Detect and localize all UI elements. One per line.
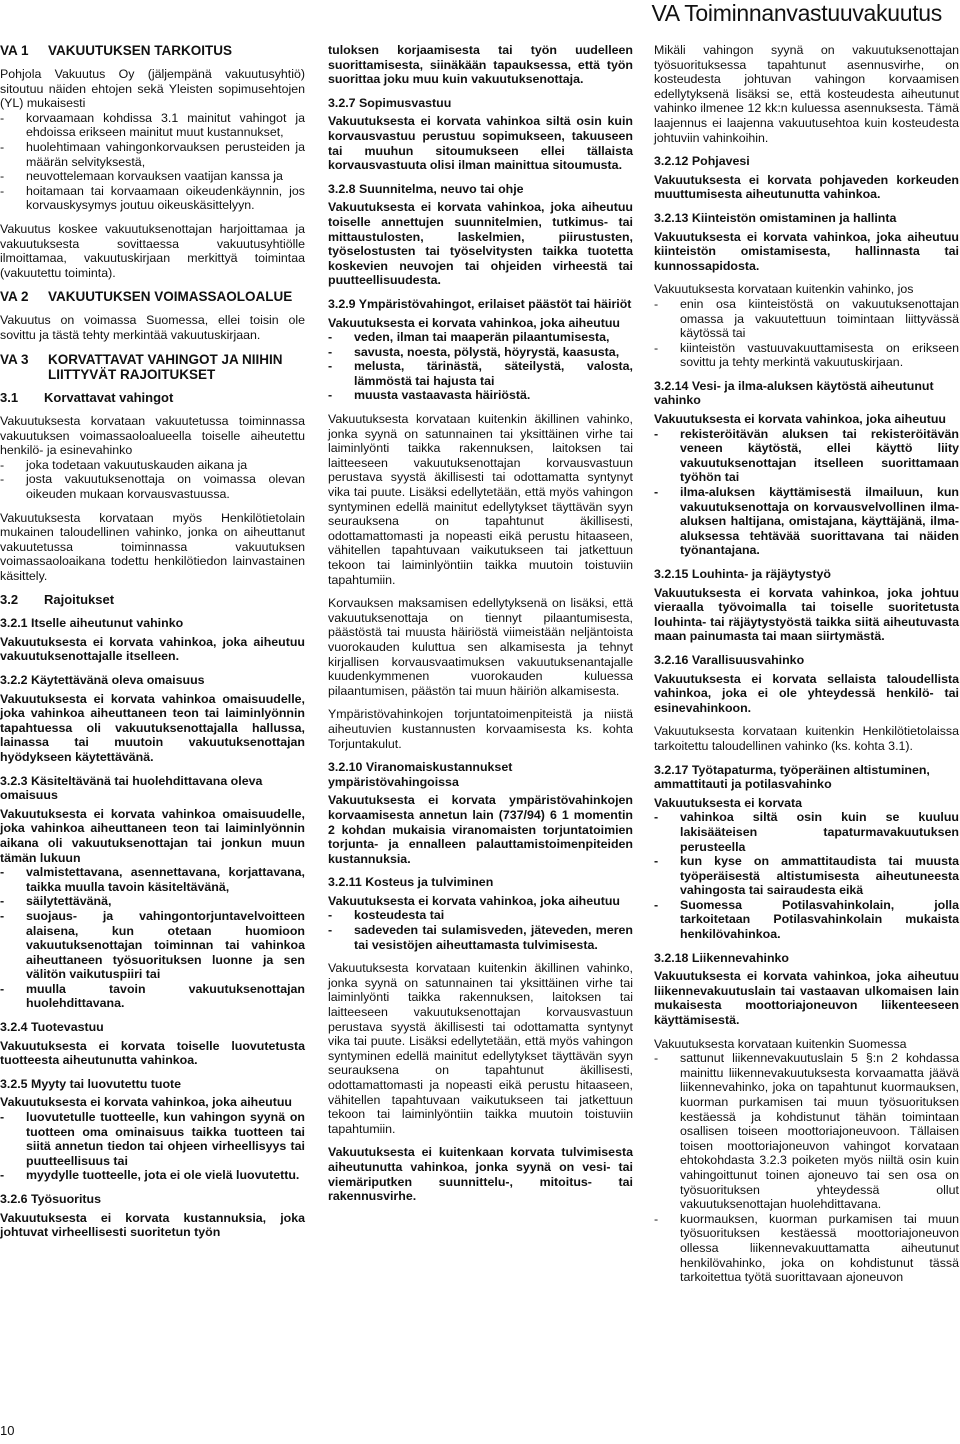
list-item: - myydylle tuotteelle, jota ei ole vielä luovutettu. [0, 1168, 305, 1183]
subsection-heading-3-2-3: 3.2.3 Käsiteltävänä tai huolehdittavana oleva omaisuus [0, 773, 263, 803]
dash-list [328, 908, 633, 952]
list-item: - josta vakuutuksenottaja on voimassa olevan oikeuden mukaan korvausvastuussa. [0, 472, 305, 501]
paragraph: Vakuutus on voimassa Suomessa, ellei toisin ole sovittu ja tästä tehty merkintää vakuutuskirjaan. [0, 313, 305, 342]
list-item: - muusta vastaavasta häiriöstä. [328, 388, 633, 403]
subsection-heading-3-2-10: 3.2.10 Viranomaiskustannukset ympäristövahingoissa [328, 760, 513, 789]
paragraph: Vakuutuksesta korvataan kuitenkin Suomessa [654, 1036, 907, 1051]
subsection-heading-3-2-2: 3.2.2 Käytettävänä oleva omaisuus [0, 673, 205, 687]
dash-list [328, 330, 633, 403]
subsection-heading-3-2: 3.2 Rajoitukset [0, 591, 115, 607]
paragraph: Ympäristövahinkojen torjuntatoimenpiteistä ja niistä aiheutuvien kustannusten korvaamisesta ks. kohta Torjuntakulut. [328, 707, 633, 751]
dash-list [0, 458, 305, 502]
list-item: - Suomessa Potilasvahinkolain, jolla tarkoitetaan Potilasvahinkolain mukaista henkilövahinkoa. [654, 898, 959, 942]
paragraph: Vakuutuksesta ei korvata vahinkoa, joka aiheutuu toiselle annettujen suunnitelmien, tutkimus- tai mittaustulosten, laskelmien, piirustusten, työselostusten tai työselvitysten taikka tuotetta koskevien neuvojen tai ohjeiden virheestä tai puutteellisuudesta. [328, 200, 633, 288]
subsection-heading-3-2-18: 3.2.18 Liikennevahinko [654, 950, 789, 965]
paragraph: Vakuutuksesta ei korvata [654, 795, 803, 810]
list-item: - neuvottelemaan korvauksen vaatijan kanssa ja [0, 169, 305, 184]
paragraph: Vakuutuksesta korvataan myös Henkilötietolain mukainen taloudellinen vahinko, jonka on aiheuttanut vakuutetussa toiminnassa vakuutuksen voimassaoloaikana todettu henkilötiedon lainvastainen käsittely. [0, 510, 305, 584]
list-item: - rekisteröitävän aluksen tai rekisteröitävän veneen käytöstä, ellei käyttö liity vakuutuksenottajan itselleen suorittamaan työhön tai [654, 427, 959, 485]
subsection-heading-3-2-16: 3.2.16 Varallisuusvahinko [654, 652, 805, 667]
list-item: - valmistettavana, asennettavana, korjattavana, taikka muulla tavoin käsiteltävänä, [0, 865, 305, 894]
subsection-heading-3-2-5: 3.2.5 Myyty tai luovutettu tuote [0, 1076, 182, 1091]
paragraph: Vakuutuksesta korvataan kuitenkin äkillinen vahinko, jonka syynä on satunnainen tai yksittäinen virhe tai laiminlyönti taikka rakennuksen, laitoksen tai laitteeseen vakuutuksenottajan korvausvastuun perustava syystä äkillisesti tai odottamatta syntynyt vika tai puute. Lisäksi edellytetään, että myös vahingon syntyminen edellä mainitut edellytykset täyttävän syyn seurauksena on tapahtunut äkillisesti, odottamattomasti ja nopeasti eikä perustu hitaaseen, vähitellen tapahtuvaan vaikutukseen tai jatkettuun tekoon tai laiminlyöntiin taikka muutoin toistuviin tapahtumiin. [328, 412, 633, 587]
paragraph: Vakuutuksesta korvataan kuitenkin vahinko, jos [654, 282, 914, 297]
list-item: - sattunut liikennevakuutuslain 5 §:n 2 kohdassa mainittu liikennevakuutuksesta korvaamatta jäävä liikennevahinko, joka on tapahtunut kuormauksen, kuorman purkamisen tai muun työsuorituksen kestäessä ja kohdistunut tähän toimintaan osallisen toiseen moottoriajoneuvoon. Tällaisen toisen moottoriajoneuvon vahingot korvataan ehtokohdasta 3.2.3 poiketen myös niiltä osin kuin vahingoittunut toinen ajoneuvo tai sen osa on työsuorituksen yhteydessä ollut vakuutuksenottajan huolehdittavana. [654, 1051, 959, 1212]
subsection-heading-3-2-15: 3.2.15 Louhinta- ja räjäytystyö [654, 567, 831, 581]
paragraph: Vakuutuksesta ei korvata vahinkoa, joka aiheutuu vakuutuksenottajalle itselleen. [0, 634, 305, 664]
page-number: 10 [0, 1423, 15, 1438]
paragraph: Vakuutuksesta ei korvata vahinkoa, joka aiheutuu [654, 412, 946, 427]
subsection-heading-3-2-4: 3.2.4 Tuotevastuu [0, 1020, 104, 1035]
section-heading-va2: VA 2 VAKUUTUKSEN VOIMASSAOLOALUE [0, 289, 293, 305]
list-item: - huolehtimaan vahingonkorvauksen perusteiden ja määrän selvityksestä, [0, 140, 305, 169]
section-heading-va1: VA 1 VAKUUTUKSEN TARKOITUS [0, 43, 232, 58]
paragraph: Vakuutuksesta ei korvata vahinkoa omaisuudelle, joka vahinkoa aiheuttaneen teon tai laiminlyönnin aikana oli vakuutuksenottajan tai jonkun muun tämän lukuun [0, 806, 305, 865]
paragraph: Vakuutuksesta ei korvata vahinkoa, joka aiheutuu [0, 1095, 292, 1110]
dash-list [654, 297, 959, 370]
list-item: - savusta, noesta, pölystä, höyrystä, kaasusta, [328, 345, 633, 360]
list-item: - säilytettävänä, [0, 894, 305, 909]
list-item: - ilma-aluksen käyttämisestä ilmailuun, kun vakuutuksenottaja on korvausvelvollinen ilma-aluksen haltijana, omistajana, käyttäjänä, ilma-aluksessa tehtävää suorittavana tai näiden työnantajana. [654, 485, 959, 558]
column-3 [654, 43, 959, 1294]
paragraph: tuloksen korjaamisesta tai työn uudelleen suorittamisesta, siinäkään tapauksessa, että työn suorittaa joku muu kuin vakuutuksenottaja. [328, 43, 633, 87]
subsection-heading-3-2-9: 3.2.9 Ympäristövahingot, erilaiset päästöt tai häiriöt [328, 296, 632, 311]
paragraph: Vakuutuksesta ei korvata toiselle luovutetusta tuotteesta aiheutunutta vahinkoa. [0, 1038, 305, 1068]
paragraph: Vakuutuksesta ei kuitenkaan korvata tulvimisesta aiheutunutta vahinkoa, jonka syynä on vesi- tai viemäriputken suunnittelu-, mitoitus- tai rakennusvirhe. [328, 1145, 633, 1204]
list-item: - vahinkoa siltä osin kuin se kuuluu lakisääteisen tapaturmavakuutuksen perusteella [654, 810, 959, 854]
subsection-heading-3-2-17: 3.2.17 Työtapaturma, työperäinen altistuminen, ammattitauti ja potilasvahinko [654, 762, 930, 792]
paragraph: Pohjola Vakuutus Oy (jäljempänä vakuutusyhtiö) sitoutuu näiden ehtojen sekä Yleisten sopimusehtojen (YL) mukaisesti [0, 67, 305, 111]
dash-list [654, 427, 959, 558]
list-item: - sadeveden tai sulamisveden, jäteveden, meren tai vesistöjen aiheuttamasta tulvimisesta. [328, 923, 633, 952]
paragraph: Vakuutuksesta korvataan kuitenkin Henkilötietolaissa tarkoitettu taloudellinen vahinko (ks. kohta 3.1). [654, 724, 959, 753]
list-item: - kosteudesta tai [328, 908, 633, 923]
paragraph: Vakuutuksesta ei korvata sellaista taloudellista vahinkoa, joka ei ole yhteydessä henkilö- tai esinevahinkoon. [654, 671, 959, 715]
list-item: - korvaamaan kohdissa 3.1 mainitut vahingot ja ehdoissa erikseen mainitut muut kustannukset, [0, 111, 305, 140]
paragraph: Vakuutuksesta ei korvata vahinkoa omaisuudelle, joka vahinkoa aiheuttaneen teon tai laiminlyönnin tapahtuessa oli vakuutuksenottajalla hallussa, lainassa tai muutoin vakuutuksenottajan hyödykseen käytettävänä. [0, 691, 305, 764]
paragraph: Vakuutuksesta ei korvata vahinkoa siltä osin kuin korvausvastuu perustuu sopimukseen, takuuseen tai muuhun sitoumukseen ellei tällaista korvausvastuuta olisi ilman mainittua sitoumusta. [328, 114, 633, 173]
list-item: - kuormauksen, kuorman purkamisen tai muun työsuorituksen kestäessä moottoriajoneuvon ollessa liikennevakuuttamatta aiheutunut henkilövahinko, joka on kohdistunut tässä tarkoitettua työtä suorittavaan ajoneuvon [654, 1212, 959, 1285]
list-item: - enin osa kiinteistöstä on vakuutuksenottajan omassa ja vakuutettuun toimintaan liittyvässä käytössä tai [654, 297, 959, 341]
paragraph: Vakuutuksesta ei korvata vahinkoa, joka aiheutuu kiinteistön omistamisesta, hallinnasta tai kunnossapidosta. [654, 229, 959, 273]
subsection-heading-3-2-13: 3.2.13 Kiinteistön omistaminen ja hallinta [654, 210, 897, 225]
subsection-heading-3-2-12: 3.2.12 Pohjavesi [654, 154, 750, 169]
paragraph: Vakuutuksesta ei korvata vahinkoa, joka aiheutuu liikennevakuutuslain tai vastaavan ulkomaisen lain mukaisesta moottoriajoneuvon liikenteeseen käyttämisestä. [654, 969, 959, 1028]
page-header-title: VA Toiminnanvastuuvakuutus [651, 0, 942, 26]
subsection-heading-3-2-6: 3.2.6 Työsuoritus [0, 1192, 101, 1206]
paragraph: Vakuutuksesta ei korvata pohjaveden korkeuden muuttumisesta aiheutunutta vahinkoa. [654, 172, 959, 202]
paragraph: Vakuutuksesta ei korvata ympäristövahinkojen korvaamisesta annetun lain (737/94) 6 1 momentin 2 kohdan mukaisia viranomaisten torjuntatoimien torjunta- ja ennalleen palauttamistoimenpiteiden kustannuksia. [328, 793, 633, 866]
list-item: - hoitamaan tai korvaamaan oikeudenkäynnin, jos korvauskysymys joutuu oikeuskäsittelyyn. [0, 184, 305, 213]
subsection-heading-3-2-8: 3.2.8 Suunnitelma, neuvo tai ohje [328, 181, 524, 196]
subsection-heading-3-2-14: 3.2.14 Vesi- ja ilma-aluksen käytöstä aiheutunut vahinko [654, 378, 934, 408]
section-heading-va3: VA 3 KORVATTAVAT VAHINGOT JA NIIHIN LIITTYVÄT RAJOITUKSET [0, 351, 283, 382]
dash-list [0, 865, 305, 1011]
dash-list [0, 1110, 305, 1183]
list-item: - veden, ilman tai maaperän pilaantumisesta, [328, 330, 633, 345]
list-item: - suojaus- ja vahingontorjuntavelvoitteen alaisena, kun otetaan huomioon vakuutuksenottajan toiminnan tai vahinkoa aiheuttaneen työsuorituksen luonne ja sen välitön vaikutuspiiri tai [0, 909, 305, 982]
paragraph: Vakuutuksesta ei korvata vahinkoa, joka aiheutuu [328, 893, 620, 908]
paragraph: Korvauksen maksamisen edellytyksenä on lisäksi, että vakuutuksenottaja on tiennyt pilaantumisesta, päästöstä tai muusta häiriöstä viimeistään neljäntoista vuorokauden kuluttua sen alkamisesta ja tehnyt kirjallisen korvausvaatimuksen vakuutuksenantajalle kuudenkymmenen vuorokauden kuluessa pilaantumisen, päästön tai muun häiriön alkamisesta. [328, 596, 633, 698]
subsection-heading-3-2-11: 3.2.11 Kosteus ja tulviminen [328, 875, 494, 890]
paragraph: Vakuutuksesta ei korvata vahinkoa, joka aiheutuu [328, 315, 620, 330]
paragraph: Vakuutuksesta ei korvata vahinkoa, joka johtuu vieraalla työvoimalla tai toiselle suoritetusta louhinta- tai räjäytystyöstä taikka siitä aiheutuvasta maan painumasta tai maan siirtymästä. [654, 585, 959, 644]
paragraph: Vakuutuksesta ei korvata kustannuksia, joka johtuvat virheellisesti suoritetun työn [0, 1210, 305, 1240]
subsection-heading-3-2-1: 3.2.1 Itselle aiheutunut vahinko [0, 616, 184, 631]
list-item: - joka todetaan vakuutuskauden aikana ja [0, 458, 305, 473]
paragraph: Vakuutuksesta korvataan kuitenkin äkillinen vahinko, jonka syynä on satunnainen tai yksittäinen virhe tai laiminlyönti taikka rakennuksen, laitoksen tai laitteeseen vakuutuksenottajan korvausvastuun perustava syystä äkillisesti tai odottamatta syntynyt vika tai puute. Lisäksi edellytetään, että myös vahingon syntyminen edellä mainitut edellytykset täyttävän syyn seurauksena on tapahtunut äkillisesti, odottamattomasti ja nopeasti eikä perustu hitaaseen, vähitellen tapahtuvaan vaikutukseen tai jatkettuun tekoon tai laiminlyöntiin taikka muutoin toistuviin tapahtumiin. [328, 961, 633, 1136]
dash-list [0, 111, 305, 213]
subsection-heading-3-1: 3.1 Korvattavat vahingot [0, 389, 174, 405]
list-item: - muulla tavoin vakuutuksenottajan huolehdittavana. [0, 982, 305, 1011]
list-item: - kiinteistön vastuuvakuuttamisesta on erikseen sovittu ja tehty merkintä vakuutuskirjaan. [654, 341, 959, 370]
paragraph: Mikäli vahingon syynä on vakuutuksenottajan työsuorituksessa tapahtunut asennusvirhe, on kosteudesta johtuvan vahingon korvaamisen edellytyksenä lisäksi se, että kosteudesta aiheutunut vahinko ilmenee 12 kk:n kuluessa asennuksesta. Tämä laajennus ei laajenna vakuutusehtoa kuin kosteudesta johtuviin vahinkoihin. [654, 43, 959, 145]
list-item: - luovutetulle tuotteelle, kun vahingon syynä on tuotteen oma ominaisuus taikka tuotteen tai siitä annetun tiedon tai ohjeen virheellisyys tai puutteellisuus tai [0, 1110, 305, 1168]
subsection-heading-3-2-7: 3.2.7 Sopimusvastuu [328, 95, 452, 110]
column-2 [328, 43, 633, 1213]
paragraph: Vakuutus koskee vakuutuksenottajan harjoittamaa ja vakuutuksesta sovittaessa vakuutusyhtiölle ilmoittamaa, vakuutuskirjaan merkittyä toimintaa (vakuutettu toiminta). [0, 221, 305, 280]
dash-list [654, 1051, 959, 1285]
list-item: - kun kyse on ammattitaudista tai muusta työperäisestä altistumisesta aiheutuneesta vahingosta tai sairaudesta eikä [654, 854, 959, 898]
dash-list [654, 810, 959, 941]
column-1 [0, 43, 305, 1249]
list-item: - melusta, tärinästä, säteilystä, valosta, lämmöstä tai hajusta tai [328, 359, 633, 388]
paragraph: Vakuutuksesta korvataan vakuutetussa toiminnassa vakuutuksen voimassaoloalueella toiselle aiheutettu henkilö- ja esinevahinko [0, 414, 305, 458]
